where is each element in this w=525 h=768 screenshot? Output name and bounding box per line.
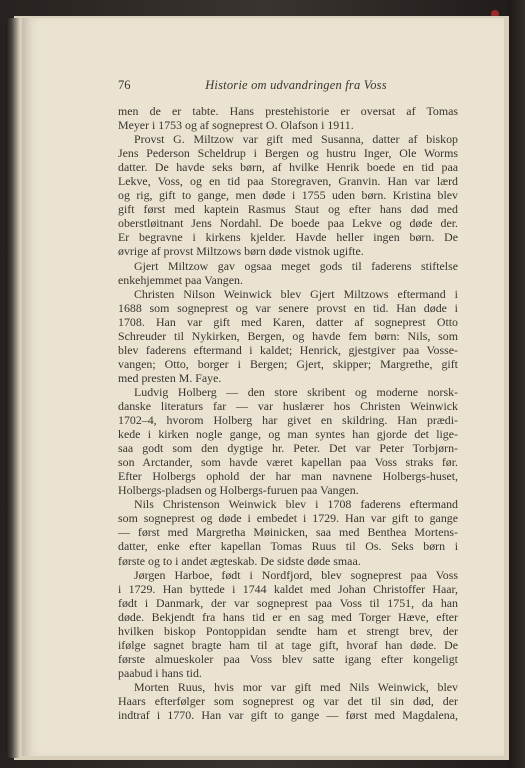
text-line: blev faderens eftermand i kaldet; Henrick, gjestgiver paa Vosse-: [118, 342, 458, 357]
text-line: vangen; Otto, borger i Bergen; Gjert, skipper; Margrethe, gift: [118, 356, 458, 371]
text-line: Meyer i 1753 og af sogneprest O. Olafson i 1911.: [118, 118, 354, 133]
text-line: 1702–4, hvorom Holberg har givet en skildring. Han prædi-: [118, 413, 458, 428]
text-line: — først med Margretha Møinicken, saa med Benthea Mortens-: [118, 525, 458, 540]
text-line: enkehjemmet paa Vangen.: [118, 272, 243, 287]
text-line: som sogneprest og døde i embedet i 1729. Han var gift to gange: [118, 511, 458, 526]
text-line: Ludvig Holberg — den store skribent og moderne norsk-: [134, 384, 458, 399]
text-line: men de er tabte. Hans prestehistorie er oversat af Tomas: [118, 104, 458, 118]
text-line: Lekve, Voss, og en tid paa Storegraven, Granvin. Han var lærd: [118, 174, 458, 189]
text-line: datter. De havde seks børn, af hvilke Henrik boede en tid paa: [118, 160, 458, 175]
text-line: oberstløitnant Jens Nordahl. De boede paa Lekve og døde der.: [118, 216, 458, 231]
text-line: første og to i andet ægteskab. De sidste døde smaa.: [118, 553, 361, 568]
cover-right-edge: [509, 0, 525, 768]
text-line: datter, enke efter kapellan Tomas Ruus til Os. Seks børn i: [118, 539, 458, 554]
page-header: [118, 78, 474, 94]
text-line: i 1729. Han byttede i 1744 kaldet med Johan Christoffer Haar,: [118, 581, 458, 596]
text-line: Jens Pederson Scheldrup i Bergen og hustru Inger, Ole Worms: [118, 146, 458, 161]
text-line: kede i kirken nogle gange, og man syntes han gjorde det lige-: [118, 427, 458, 442]
text-line: 1688 som sogneprest og var senere provst en tid. Han døde i: [118, 300, 458, 315]
body-text: [118, 104, 458, 722]
book-spine: [6, 18, 20, 758]
text-line: med presten M. Faye.: [118, 370, 222, 385]
text-line: Holbergs-pladsen og Holbergs-furuen paa Vangen.: [118, 483, 359, 498]
running-title: Historie om udvandringen fra Voss: [205, 78, 387, 92]
text-line: født i Danmark, der var sogneprest paa Voss til 1751, da han: [118, 595, 458, 610]
text-line: paabud i hans tid.: [118, 665, 202, 680]
text-line: Er begravne i kirkens kjelder. Havde heller ingen børn. De: [118, 230, 458, 245]
text-line: son Arctander, som havde været kapellan paa Voss straks før.: [118, 455, 458, 470]
text-line: Morten Ruus, hvis mor var gift med Nils Weinwick, blev: [134, 679, 458, 694]
text-line: ifølge sagnet bragte ham til at tage gift, hvoraf han døde. De: [118, 637, 458, 652]
text-line: Christen Nilson Weinwick blev Gjert Miltzows eftermand i: [134, 286, 458, 301]
text-line: Provst G. Miltzow var gift med Susanna, datter af biskop: [134, 132, 458, 147]
text-line: og rig, gift to gange, men døde i 1755 uden børn. Kristina blev: [118, 188, 458, 203]
text-line: første almueskoler paa Voss blev satte igang efter kongeligt: [118, 651, 458, 666]
text-line: indtraf i 1770. Han var gift to gange — først med Magdalena,: [118, 708, 458, 723]
text-line: Efter Holbergs ophold der har man navnene Holbergs-huset,: [118, 469, 458, 484]
text-line: danske literaturs far — var huslærer hos Christen Weinwick: [118, 398, 458, 413]
text-line: gift først med kaptein Rasmus Staut og efter hans død med: [118, 202, 458, 217]
text-line: døde. Bekjendt fra hans tid er en sag med Torger Hæve, efter: [118, 609, 458, 624]
text-line: Gjert Miltzow gav ogsaa meget gods til faderens stiftelse: [134, 258, 458, 273]
page-number: 76: [118, 78, 131, 92]
text-line: Nils Christenson Weinwick blev i 1708 faderens eftermand: [134, 497, 458, 512]
text-line: Schreuder til Nykirken, Bergen, og havde fem børn: Nils, som: [118, 328, 458, 343]
text-line: Jørgen Harboe, født i Nordfjord, blev sogneprest paa Voss: [134, 567, 458, 582]
text-line: Haars efterfølger som sogneprest og var det til sin død, der: [118, 693, 458, 708]
text-line: saa godt som den dygtige hr. Peter. Det var Peter Torbjørn-: [118, 441, 458, 456]
text-line: hvilken biskop Pontoppidan sendte ham et strengt brev, der: [118, 623, 458, 638]
text-line: 1708. Han var gift med Karen, datter af sogneprest Otto: [118, 314, 458, 329]
text-line: øvrige af provst Miltzows børn døde vistnok ugifte.: [118, 244, 364, 259]
